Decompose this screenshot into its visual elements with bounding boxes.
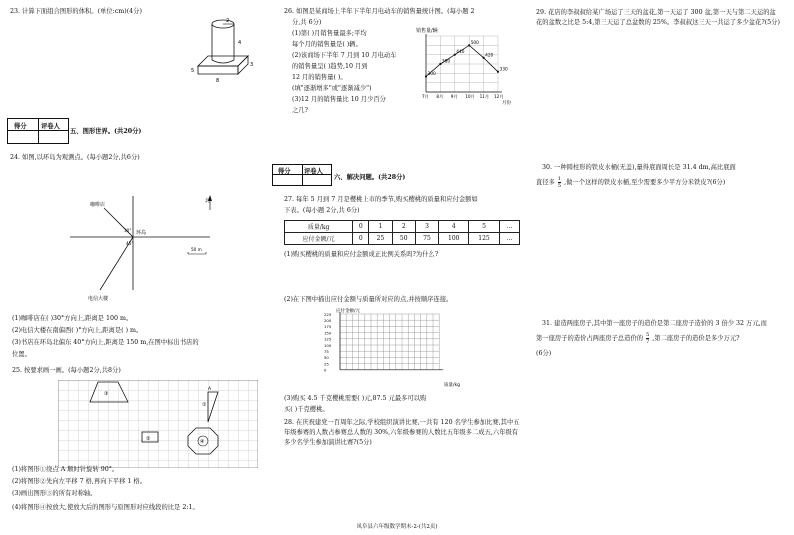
q26-item-1b: 每个月的销售量是( )辆。 <box>292 41 362 48</box>
q23-dim-radius: 2 <box>226 18 230 24</box>
chart-data-label: 330 <box>499 67 508 73</box>
q25-grid <box>58 380 258 468</box>
q30-text-line2-end: ,做一个这样的铁皮水桶,至少需要多少平方分米铁皮?(6分) <box>564 179 726 186</box>
chart-x-tick-label: 8月 <box>436 94 444 99</box>
q25-point-a: A <box>208 387 212 392</box>
q26-item-2c: 12 月的销售量( )。 <box>292 74 347 81</box>
chart-title: 销售量/辆 <box>416 28 438 34</box>
q24-angle1-label: 30° <box>124 228 132 233</box>
q30-fraction <box>558 176 561 189</box>
table-cell: … <box>499 221 519 233</box>
table-cell: 0 <box>353 221 369 233</box>
score-label: 得分 <box>14 123 27 130</box>
graph-y-tick-label: 75 <box>324 349 329 354</box>
chart-data-label: 420 <box>485 53 494 59</box>
graph-y-tick-label: 125 <box>324 336 332 342</box>
q24-north-label: 北 <box>205 198 211 204</box>
q23-dim-length: 8 <box>216 78 220 84</box>
q31-line2 <box>536 332 740 345</box>
q26-text-line1: 26. 如图是某商场上半年下半年月电动车的销售量统计图。(每小题 2 <box>284 8 475 15</box>
q30-text-line2-start: 直径多 <box>536 179 555 186</box>
graph-y-tick-label: 50 <box>324 355 329 361</box>
table-cell: 1 <box>369 221 392 233</box>
fraction-numerator: 5 <box>646 332 650 338</box>
q23-dim-width: 5 <box>191 68 195 74</box>
table-row <box>285 221 520 233</box>
table-cell: 4 <box>439 221 469 233</box>
graph-y-label: 应付金额/元 <box>336 309 361 314</box>
q24-text: 24. 如图,以环岛为观测点。(每小题2分,共6分) <box>10 154 140 161</box>
q23-solid-figure <box>190 14 265 86</box>
chart-data-label: 380 <box>441 59 451 65</box>
fraction-denominator: 7 <box>646 339 650 345</box>
q23-text: 23. 计算下面组合图形的体积。(单位:cm)(4分) <box>10 8 142 15</box>
q24-item-1: (1)咖啡店在( )30°方向上,距离是 100 m。 <box>12 315 133 322</box>
q27-blank-graph <box>322 306 482 390</box>
q24-scale-label: 50 m <box>191 247 202 252</box>
q27-price-table <box>284 220 520 245</box>
score-box-section6 <box>272 164 332 186</box>
q31-text-line3: (6分) <box>536 350 552 357</box>
q31-text-line2-start: 第一座房子的造价占两座房子总造价的 <box>536 335 644 342</box>
chart-x-axis-label: 月份 <box>502 101 511 106</box>
table-cell: 100 <box>439 233 469 245</box>
q27-item-2: (2)在下图中描出应付金额与质量所对应的点,并按顺序连接。 <box>284 296 453 303</box>
grader-label: 评卷人 <box>41 123 60 130</box>
table-cell: 0 <box>353 233 369 245</box>
chart-data-label: 440 <box>456 50 465 56</box>
table-cell: 应付金额/元 <box>285 233 353 245</box>
sales-line-chart <box>414 24 524 110</box>
q26-item-2d: (填"逐渐增多"或"逐渐减少") <box>292 85 372 92</box>
q26-item-3b: 之几? <box>292 107 308 114</box>
section6-title: 六、解决问题。(共28分) <box>334 174 406 181</box>
q24-item-3: (3)书店在环岛北偏东 40°方向上,距离是 150 m,在图中标出书店的 <box>12 339 199 346</box>
graph-y-tick-label: 25 <box>324 361 329 367</box>
q24-item-3-cont: 位置。 <box>12 351 31 358</box>
q24-item-2: (2)电信大楼在南偏西( )°方向上,距离是( ) m。 <box>12 327 143 334</box>
q27-item-3-line2: 买( )千克樱桃。 <box>284 406 329 413</box>
q23-dim-base-height: 3 <box>250 62 254 68</box>
q25-item-2: (2)将图形②先向左平移 7 格,再向下平移 1 格。 <box>12 478 146 485</box>
graph-y-tick-label: 225 <box>324 311 332 317</box>
chart-x-tick-label: 11月 <box>479 94 490 99</box>
fraction-denominator: 5 <box>557 183 562 189</box>
q29-text: 29. 花店的李叔叔给某广场运了三天的盆花,第一天运了 300 盆,第一天与第二天运的盆花的盆数之比是 5:4,第三天运了总盆数的 25%。李叔叔这三天一共运了多少盆花?(5分) <box>536 9 780 26</box>
table-cell: 2 <box>392 221 415 233</box>
chart-x-tick-label: 10月 <box>465 94 475 99</box>
table-cell: 125 <box>469 233 499 245</box>
table-cell: 5 <box>469 221 499 233</box>
graph-y-tick-label: 150 <box>324 330 332 336</box>
graph-x-label: 质量/kg <box>444 383 460 388</box>
score-label-6: 得分 <box>278 168 291 175</box>
q31-fraction <box>646 332 649 345</box>
q25-text: 25. 按要求画一画。(每小题2分,共8分) <box>12 367 121 374</box>
grader-label-6: 评卷人 <box>304 168 323 175</box>
q30-text-line1: 30. 一种圆柱形的铁皮水桶(无盖),量得底面周长是 31.4 dm,高比底面 <box>542 164 736 171</box>
graph-y-tick-label: 0 <box>324 367 327 373</box>
fraction-numerator: 1 <box>557 176 562 182</box>
chart-x-tick-label: 12月 <box>494 94 504 99</box>
q27-item-3-line1: (3)购买 4.5 千克樱桃需要( )元,87.5 元最多可以购 <box>284 395 427 402</box>
graph-y-tick-label: 200 <box>324 318 332 323</box>
table-cell: 25 <box>369 233 392 245</box>
table-cell: 75 <box>415 233 438 245</box>
q24-map <box>60 190 230 308</box>
q30-line2 <box>536 176 725 189</box>
q24-tower-label: 电信大楼 <box>88 296 109 302</box>
q31-text-line1: 31. 建造两座房子,其中第一座房子的造价是第二座房子造价的 3 倍少 32 万元,而 <box>542 320 767 327</box>
table-cell: … <box>499 233 519 245</box>
q27-text-line1: 27. 每年 5 月到 7 月是樱桃上市的季节,购买樱桃的质量和应付金额如 <box>284 196 478 203</box>
chart-data-label: 300 <box>427 71 436 77</box>
q27-item-1: (1)购买樱桃的质量和应付金额成正比例关系吗?为什么? <box>284 251 439 258</box>
q25-shape4-label: ④ <box>200 439 205 445</box>
q25-shape2-label: ② <box>146 436 151 442</box>
table-cell: 50 <box>392 233 415 245</box>
chart-data-label: 500 <box>470 40 479 46</box>
q25-item-4: (4)将图形④按放大,使放大后的图形与原图形对应线段的比是 2:1。 <box>12 504 199 511</box>
table-cell: 3 <box>415 221 438 233</box>
q26-item-2b: 的销售量呈( )趋势,10 月到 <box>292 63 368 70</box>
q24-roundabout-label: 环岛 <box>136 230 147 236</box>
graph-y-tick-label: 100 <box>324 342 332 348</box>
chart-x-tick-label: 7月 <box>422 94 429 99</box>
score-box-section5 <box>7 118 69 144</box>
q23-dim-height: 4 <box>238 40 242 46</box>
q27-text-line2: 下表。(每小题 2分,共 6分) <box>284 207 360 214</box>
graph-y-tick-label: 175 <box>324 324 332 330</box>
section5-title: 五、图形世界。(共20分) <box>70 128 142 135</box>
q25-item-1: (1)将图形①绕点 A 顺时针旋转 90°。 <box>12 466 119 473</box>
chart-x-tick-label: 9月 <box>450 94 458 99</box>
q26-item-3: (3)12 月的销售量比 10 月少百分 <box>292 96 386 103</box>
table-cell: 质量/kg <box>285 221 353 233</box>
page-footer: 凤阜县六年级数学期末-2-(共2页) <box>356 524 438 530</box>
q26-item-1: (1)第( )月销售量最多;平均 <box>292 30 367 37</box>
q31-text-line2-end: ,第二座房子的造价是多少万元? <box>652 335 740 342</box>
q24-angle2-label: 45° <box>126 241 134 246</box>
q25-shape3-label: ③ <box>104 391 109 397</box>
q24-cafe-label: 咖啡店 <box>90 202 106 208</box>
q25-item-3: (3)画出图形③的所有对称轴。 <box>12 490 97 497</box>
q26-text-line2: 分,共 6分) <box>292 19 322 26</box>
table-row <box>285 233 520 245</box>
q28-text: 28. 在庆祝建党一百周年之际,学校组织演讲比赛,一共有 120 名学生参加比赛,其中五年级参赛的人数占参赛总人数的 30%,六年级参赛的人数比五年级多二成五,六年级有多少名学生参加演讲比赛?(5分) <box>284 419 520 446</box>
q26-item-2: (2)该商场下半年 7 月到 10 月电动车 <box>292 52 397 59</box>
q25-shape1-label: ① <box>202 402 207 408</box>
